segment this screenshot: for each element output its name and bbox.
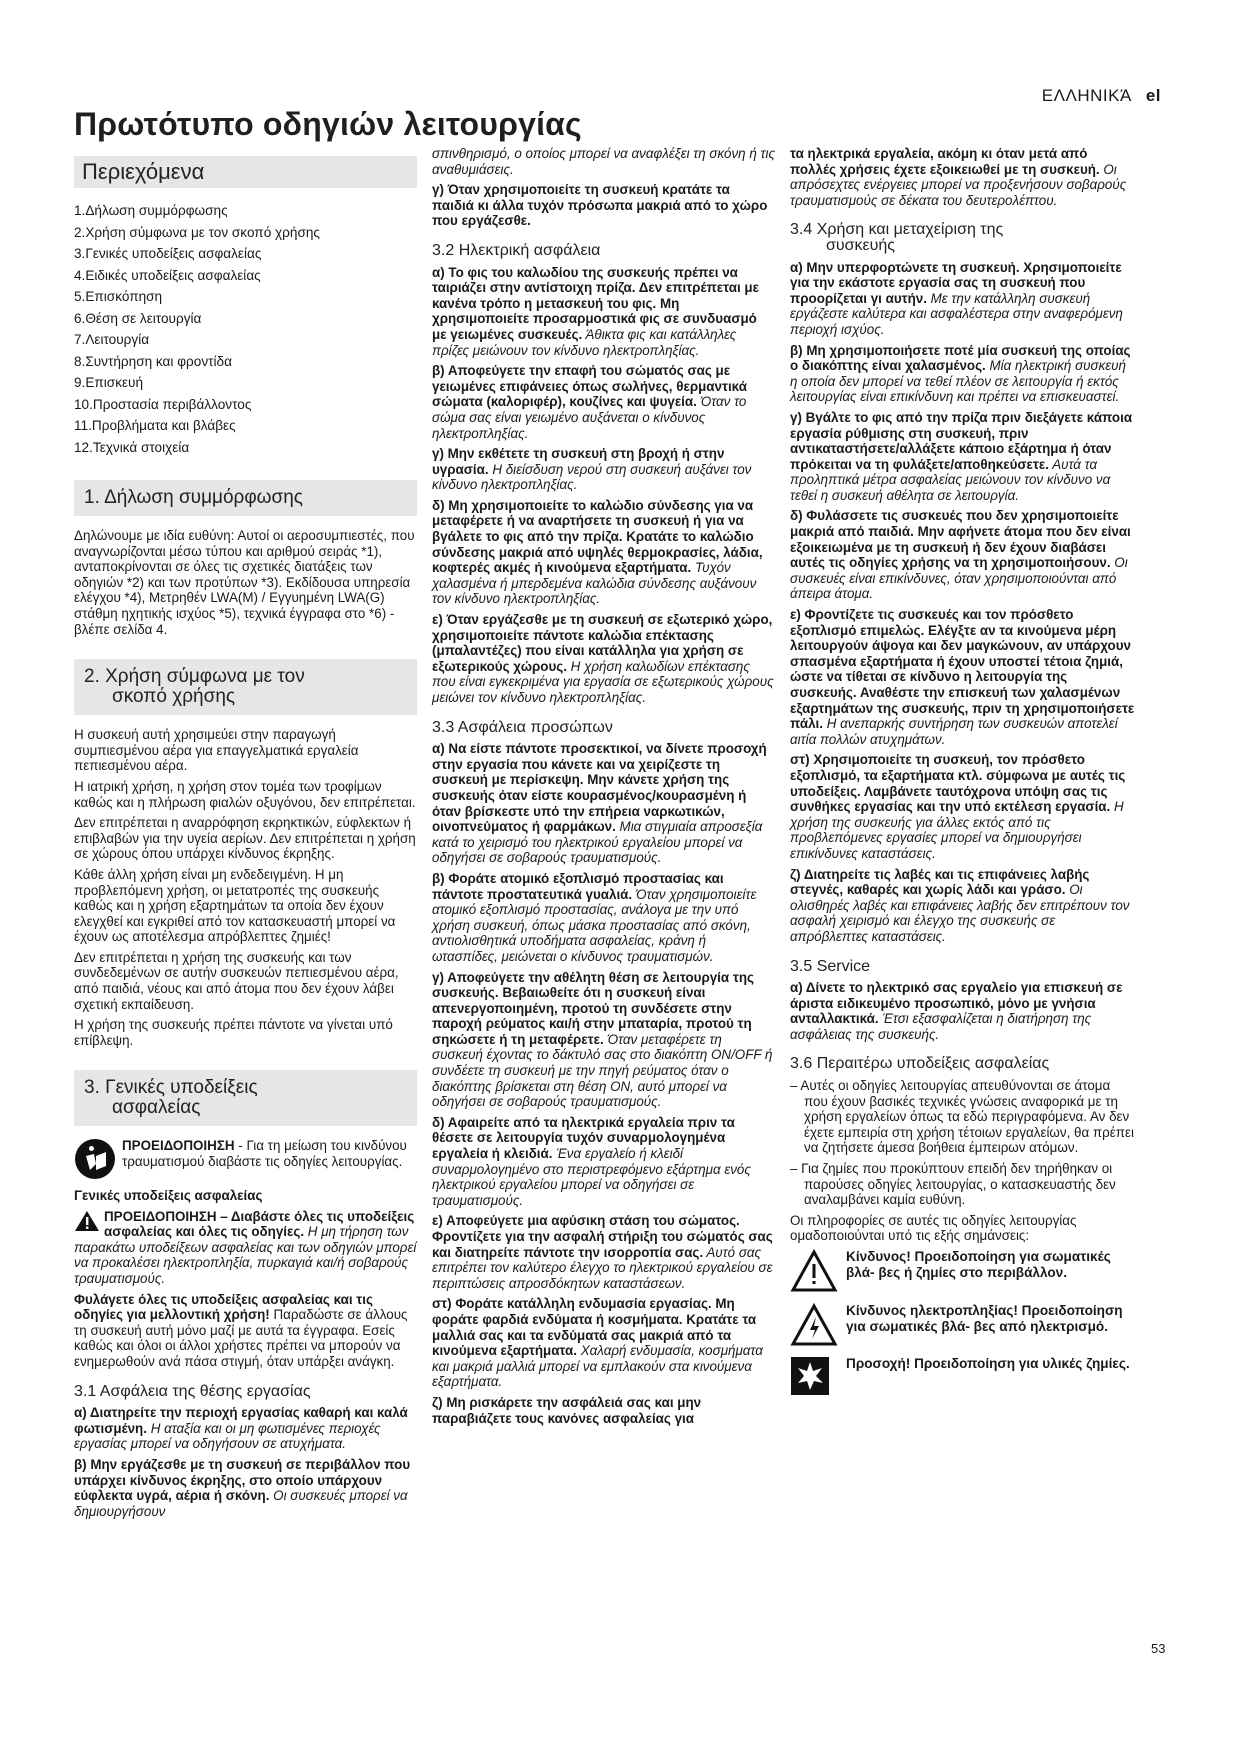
s32-b-bold: β) Αποφεύγετε την επαφή του σώματός σας με γειωμένες επιφάνειες όπως σωλήνες, θερμαντικά σώματα (καλοριφέρ), κουζίνες και ψυγεία. [432, 363, 747, 410]
s34-f [790, 752, 1136, 861]
symbol-electric [790, 1303, 1136, 1351]
s32-e [432, 612, 775, 706]
toc-item: 11.Προβλήματα και βλάβες [74, 418, 236, 433]
s33-g-continued [790, 146, 1136, 208]
s32-a [432, 265, 775, 359]
column-3 [790, 146, 1136, 1406]
s34-a-italic: Με την κατάλληλη συσκευή εργάζεστε καλύτερα και ασφαλέστερα στην αναφερόμενη περιοχή ισχύος. [790, 290, 1123, 337]
keep-instructions-text: Παραδώστε σε άλλους τη συσκευή αυτή μόνο μαζί με αυτά τα έγγραφα. Εσείς καθώς και όλοι οι άλλοι χρήστες πρέπει να μπορούν να ενημερωθούν ανά πάσα στιγμή, όταν υπάρξει ανάγκη. [74, 1307, 408, 1369]
s36-dash-2: – Για ζημίες που προκύπτουν επειδή δεν τηρήθηκαν οι παρούσες οδηγίες λειτουργίας, ο κατασκευαστής δεν αναλαμβάνει καμία ευθύνη. [790, 1161, 1116, 1208]
section-2-heading-line-1: 2. Χρήση σύμφωνα με τον [84, 666, 305, 688]
s33-g-cont-bold: τα ηλεκτρικά εργαλεία, ακόμη κι όταν μετά από πολλές χρήσεις έχετε εξοικειωθεί με τη συσκευή. [790, 146, 1100, 177]
s32-b-italic: Όταν το σώμα σας είναι γειωμένο αυξάνεται ο κίνδυνος ηλεκτροπληξίας. [432, 394, 747, 441]
symbol-caution [790, 1356, 1136, 1400]
toc-item: 7.Λειτουργία [74, 332, 150, 347]
section-3-3-heading: 3.3 Ασφάλεια προσώπων [432, 718, 613, 736]
s33-g-cont-italic: Οι απρόσεχτες ενέργειες μπορεί να προξενήσουν σοβαρούς τραυματισμούς σε δέκατα του δευτερολέπτου. [790, 161, 1127, 208]
s33-d-italic: Ένα εργαλείο ή κλειδί συναρμολογημένο στο περιστρεφόμενο εξάρτημα ενός ηλεκτρικού εργαλείου μπορεί να οδηγήσει σε τραυματισμούς. [432, 1146, 751, 1208]
s32-d-bold: δ) Μη χρησιμοποιείτε το καλώδιο σύνδεσης για να μεταφέρετε ή να αναρτήσετε τη συσκευή ή για να βγάλετε το φις από την πρίζα. Κρατάτε το καλώδιο σύνδεσης μακριά από υψηλές θερμοκρασίες, λάδια, κοφτερές ακμές ή κινούμενα εξαρτήματα. [432, 497, 763, 576]
symbol-danger [790, 1249, 1136, 1297]
s32-e-italic: Η χρήση καλωδίων επέκτασης που είναι εγκεκριμένα για εργασία σε εξωτερικούς χώρους μειώνει τον κίνδυνο ηλεκτροπληξίας. [432, 658, 774, 705]
section-3-1-heading: 3.1 Ασφάλεια της θέσης εργασίας [74, 1382, 311, 1400]
s33-c-bold: γ) Αποφεύγετε την αθέλητη θέση σε λειτουργία της συσκευής. Βεβαιωθείτε ότι η συσκευή είναι απενεργοποιημένη, προτού τη συνδέσετε στην παροχή ρεύματος και/ή στην μπαταρία, προτού τη σηκώσετε ή τη μεταφέρετε. [432, 969, 754, 1047]
keep-instructions [74, 1292, 417, 1370]
section-3-6-heading: 3.6 Περαιτέρω υποδείξεις ασφαλείας [790, 1055, 1050, 1073]
language-name: ΕΛΛΗΝΙΚΆ [1041, 86, 1132, 105]
toc-item: 8.Συντήρηση και φροντίδα [74, 353, 232, 369]
s33-e-bold: ε) Αποφεύγετε μια αφύσικη στάση του σώματος. Φροντίζετε για την ασφαλή στήριξη του σώματός σας και διατηρείτε πάντοτε την ισορροπία σας. [432, 1213, 773, 1260]
s34-f-bold: στ) Χρησιμοποιείτε τη συσκευή, τον πρόσθετο εξοπλισμό, τα εξαρτήματα κτλ. σύμφωνα με αυτές τις υποδείξεις. Λαμβάνετε ταυτόχρονα υπόψη σας τις συνθήκες εργασίας και την υπό εκτέλεση εργασία. [790, 752, 1126, 815]
electric-shock-icon [790, 1303, 846, 1351]
s31-a-bold: α) Διατηρείτε την περιοχή εργασίας καθαρή και καλά φωτισμένη. [74, 1405, 408, 1436]
keep-instructions-bold: Φυλάγετε όλες τις υποδείξεις ασφαλείας και τις οδηγίες για μελλοντική χρήση! [74, 1291, 373, 1323]
s31-c: γ) Όταν χρησιμοποιείτε τη συσκευή κρατάτε τα παιδιά κι άλλα τυχόν πρόσωπα μακριά από το χώρο που εργάζεσθε. [432, 182, 768, 229]
section-3-4-heading [790, 222, 1136, 253]
s32-a-bold: α) Το φις του καλωδίου της συσκευής πρέπει να ταιριάζει στην αντίστοιχη πρίζα. Δεν επιτρέπεται με κανένα τρόπο η μετασκευή του φις. Μη χρησιμοποιείτε προσαρμοστικά φις σε συνδυασμό με γειωμένες συσκευές. [432, 264, 759, 342]
language-label [1042, 86, 1161, 106]
warning-triangle-icon [74, 1210, 100, 1236]
s32-b [432, 363, 775, 441]
read-manual-warning [74, 1138, 417, 1184]
section-2-heading-line-2: σκοπό χρήσης [112, 686, 236, 708]
section-1-heading: 1. Δήλωση συμμόρφωσης [74, 480, 417, 516]
s34-d-bold: δ) Φυλάσσετε τις συσκευές που δεν χρησιμοποιείτε μακριά από παιδιά. Μην αφήνετε άτομα που δεν είναι εξοικειωμένα με τη συσκευή ή δεν έχουν διαβάσει αυτές τις οδηγίες χρήσης να τη χρησιμοποιήσουν. [790, 508, 1131, 571]
section-3-4-heading-line-1: 3.4 Χρήση και μεταχείριση της [790, 221, 1004, 239]
toc-item: 12.Τεχνικά στοιχεία [74, 439, 190, 455]
general-safety-label: Γενικές υποδείξεις ασφαλείας [74, 1188, 263, 1204]
s31-b [74, 1457, 417, 1519]
s34-f-italic: Η χρήση της συσκευής για άλλες εκτός από τις προβλεπόμενες εργασίες μπορεί να δημιουργήσει επικίνδυνες καταστάσεις. [790, 799, 1124, 861]
s33-f [432, 1296, 775, 1390]
s36-dash-1: – Αυτές οι οδηγίες λειτουργίας απευθύνονται σε άτομα που έχουν βασικές τεχνικές γνώσεις αναφορικά με τη χρήση εργαλείων όπως τα εδώ περιγραφόμενα. Αν δεν έχετε εμπειρία στη χρήση τέτοιων εργαλείων, θα πρέπει να ζητήσετε άμεσα βοήθεια έμπειρων ατόμων. [790, 1078, 1134, 1156]
s32-c-italic: Η διείσδυση νερού στη συσκευή αυξάνει τον κίνδυνο ηλεκτροπληξίας. [432, 461, 752, 493]
s34-e [790, 607, 1136, 747]
document-title: Πρωτότυπο οδηγιών λειτουργίας [74, 106, 582, 142]
s33-d [432, 1115, 775, 1209]
s34-g-italic: Οι ολισθηρές λαβές και επιφάνειες λαβής δεν επιτρέπουν τον ασφαλή χειρισμό και έλεγχο της συσκευής σε απρόβλεπτες καταστάσεις. [790, 882, 1130, 944]
section-3-5-heading: 3.5 Service [790, 957, 871, 975]
s33-b-bold: β) Φοράτε ατομικό εξοπλισμό προστασίας και πάντοτε προστατευτικά γυαλιά. [432, 870, 724, 902]
warning-read-all-italic: Η μη τήρηση των παρακάτω υποδείξεων ασφαλείας και των οδηγιών μπορεί να προκαλέσει ηλεκτροπληξία, πυρκαγιά και/ή σοβαρούς τραυματισμούς. [74, 1224, 417, 1286]
s33-g [432, 1395, 775, 1426]
s33-g-bold: ζ) Μη ρισκάρετε την ασφάλειά σας και μην παραβιάζετε τους κανόνες ασφαλείας για [432, 1394, 702, 1426]
toc-item: 1.Δήλωση συμμόρφωσης [74, 203, 228, 218]
section-3-heading [74, 1070, 417, 1126]
s32-a-italic: Άθικτα φις και κατάλληλες πρίζες μειώνουν τον κίνδυνο ηλεκτροπληξίας. [432, 326, 737, 358]
section-3-heading-line-1: 3. Γενικές υποδείξεις [84, 1077, 258, 1099]
s33-d-bold: δ) Αφαιρείτε από τα ηλεκτρικά εργαλεία πριν τα θέσετε σε λειτουργία τυχόν συναρμολογημένα εργαλεία ή κλειδιά. [432, 1114, 735, 1162]
s31-a-italic: Η αταξία και οι μη φωτισμένες περιοχές εργασίας μπορεί να οδηγήσουν σε ατυχήματα. [74, 1420, 381, 1452]
s32-d [432, 498, 775, 607]
toc-item: 4.Ειδικές υποδείξεις ασφαλείας [74, 267, 261, 283]
s33-e-italic: Αυτό σας επιτρέπει τον καλύτερο έλεγχο το ηλεκτρικού εργαλείου σε περιπτώσεις απροσδόκητων καταστάσεων. [432, 1244, 773, 1291]
symbol-danger-text: Κίνδυνος! Προειδοποίηση για σωματικές βλά- βες ή ζημίες στο περιβάλλον. [846, 1249, 1111, 1280]
section-2-p2: Η ιατρική χρήση, η χρήση στον τομέα των τροφίμων καθώς και η πλήρωση φιαλών οξυγόνου, δεν επιτρέπεται. [74, 778, 416, 810]
section-3-2-heading: 3.2 Ηλεκτρική ασφάλεια [432, 241, 601, 259]
s34-g-bold: ζ) Διατηρείτε τις λαβές και τις επιφάνειες λαβής στεγνές, καθαρές και χωρίς λάδι και γράσο. [790, 866, 1090, 898]
section-2-heading [74, 659, 417, 715]
s33-c [432, 970, 775, 1110]
s32-d-italic: Τυχόν χαλασμένα ή μπερδεμένα καλώδια σύνδεσης αυξάνουν τον κίνδυνο ηλεκτροπληξίας. [432, 560, 757, 607]
s33-f-bold: στ) Φοράτε κατάλληλη ενδυμασία εργασίας. Μη φοράτε φαρδιά ενδύματα ή κοσμήματα. Κρατάτε τα μαλλιά σας και τα ενδύματά σας μακριά από τα κινούμενα εξαρτήματα. [432, 1296, 757, 1359]
danger-triangle-icon [790, 1249, 846, 1297]
s31-b-continued: σπινθηρισμό, ο οποίος μπορεί να αναφλέξει τη σκόνη ή τις αναθυμιάσεις. [432, 146, 775, 177]
toc-item: 5.Επισκόπηση [74, 289, 163, 304]
warning-text: - Για τη μείωση του κινδύνου τραυματισμού διαβάστε τις οδηγίες λειτουργίας. [122, 1138, 407, 1170]
toc-item: 6.Θέση σε λειτουργία [74, 310, 202, 326]
s35-a [790, 980, 1136, 1042]
s32-c-bold: γ) Μην εκθέτετε τη συσκευή στη βροχή ή στην υγρασία. [432, 446, 725, 477]
warning-read-all-bold: ΠΡΟΕΙΔΟΠΟΙΗΣΗ – Διαβάστε όλες τις υποδείξεις ασφαλείας και όλες τις οδηγίες. [104, 1208, 415, 1240]
section-3-heading-line-2: ασφαλείας [112, 1097, 201, 1119]
s34-a [790, 260, 1136, 338]
s34-c-bold: γ) Βγάλτε το φις από την πρίζα πριν διεξάγετε κάποια εργασία ρύθμισης στη συσκευή, πριν αντικαταστήσετε/αλλάξετε κάποιο εξάρτημα ή όταν πρόκειται να τη φυλάξετε/αποθηκεύσετε. [790, 409, 1133, 472]
page-number: 53 [1151, 1641, 1166, 1656]
warning-label: ΠΡΟΕΙΔΟΠΟΙΗΣΗ [122, 1138, 235, 1154]
s33-e [432, 1213, 775, 1291]
section-2-p1: Η συσκευή αυτή χρησιμεύει στην παραγωγή συμπιεσμένου αέρα για επαγγελματικά εργαλεία πεπιεσμένου αέρα. [74, 727, 359, 774]
symbol-electric-text: Κίνδυνος ηλεκτροπληξίας! Προειδοποίηση για σωματικές βλά- βες από ηλεκτρισμό. [846, 1302, 1123, 1334]
s31-b-italic: Οι συσκευές μπορεί να δημιουργήσουν [74, 1488, 408, 1519]
s34-b [790, 343, 1136, 405]
s33-a [432, 741, 775, 866]
s35-a-bold: α) Δίνετε το ηλεκτρικό σας εργαλείο για επισκευή σε άριστα ειδικευμένο προσωπικό, μόνο με γνήσια ανταλλακτικά. [790, 980, 1123, 1027]
section-1-text: Δηλώνουμε με ιδία ευθύνη: Αυτοί οι αεροσυμπιεστές, που αναγνωρίζονται μέσω τύπου και αριθμού σειράς *1), ανταποκρίνονται σε όλες τις σχετικές διατάξεις των οδηγιών *2) και των προτύπων *3). Εκδίδουσα υπηρεσία ελέγχου *4), Μετρηθέν LWA(M) / Εγγυημένη LWA(G) στάθμη ηχητικής ισχύος *5), τεχνικά έγγραφα στο *6) - βλέπε σελίδα 4. [74, 528, 415, 637]
section-2-p6: Η χρήση της συσκευής πρέπει πάντοτε να γίνεται υπό επίβλεψη. [74, 1017, 393, 1048]
toc-item: 3.Γενικές υποδείξεις ασφαλείας [74, 246, 262, 261]
section-2-p3: Δεν επιτρέπεται η αναρρόφηση εκρηκτικών, εύφλεκτων ή επιβλαβών για την υγεία αερίων. Δεν επιτρέπεται η χρήση σε χώρους όπου υπάρχει κίνδυνος έκρηξης. [74, 815, 416, 862]
s34-c [790, 410, 1136, 504]
material-damage-icon [790, 1356, 846, 1400]
s33-b-italic: Όταν χρησιμοποιείτε ατομικό εξοπλισμό προστασίας, ανάλογα με την υπό χρήση συσκευή, όπως μάσκα προστασίας από σκόνη, αντιολισθητικά υποδήματα ασφαλείας, κράνη ή ωτασπίδες, μειώνεται ο κίνδυνος τραυματισμών. [432, 886, 757, 964]
symbol-caution-text: Προσοχή! Προειδοποίηση για υλικές ζημίες. [846, 1356, 1130, 1372]
s33-f-italic: Χαλαρή ενδυμασία, κοσμήματα και μακριά μαλλιά μπορεί να εμπλακούν στα κινούμενα εξαρτήματα. [432, 1343, 763, 1390]
toc-item: 2.Χρήση σύμφωνα με τον σκοπό χρήσης [74, 224, 320, 240]
s34-g [790, 867, 1136, 945]
s34-e-italic: Η ανεπαρκής συντήρηση των συσκευών αποτελεί αιτία πολλών ατυχημάτων. [790, 716, 1118, 747]
read-manual-icon [74, 1138, 116, 1184]
s34-e-bold: ε) Φροντίζετε τις συσκευές και τον πρόσθετο εξοπλισμό επιμελώς. Ελέγξτε αν τα κινούμενα μέρη λειτουργούν άψογα και δεν μαγκώνουν, αν υπάρχουν σπασμένα εξαρτήματα ή έχουν υποστεί τέτοια ζημιά, ώστε να τίθεται σε κίνδυνο η λειτουργία της συσκευής. Αναθέστε την επισκευή των χαλασμένων εξαρτημάτων της συσκευής, πριν τη χρησιμοποιήσετε πάλι. [790, 607, 1135, 732]
s34-d-italic: Οι συσκευές είναι επικίνδυνες, όταν χρησιμοποιούνται από άπειρα άτομα. [790, 555, 1128, 602]
s33-a-bold: α) Να είστε πάντοτε προσεκτικοί, να δίνετε προσοχή στην εργασία που κάνετε και να χειρίζεστε τη συσκευή με περίσκεψη. Μην κάνετε χρήση της συσκευής όταν είστε κουρασμένος/κουρασμένη ή όταν βρίσκεστε υπό την επήρεια ναρκωτικών, οινοπνεύματος ή φαρμάκων. [432, 741, 767, 835]
s33-b [432, 871, 775, 965]
section-2-p5: Δεν επιτρέπεται η χρήση της συσκευής και των συνδεδεμένων σε αυτήν συσκευών πεπιεσμένου αέρα, από παιδιά, νέους και από άτομα που δεν έχουν λάβει σχετική εκπαίδευση. [74, 949, 399, 1012]
column-1 [74, 146, 417, 1524]
s33-c-italic: Όταν μεταφέρετε τη συσκευή έχοντας το δάκτυλό σας στο διακόπτη ON/OFF ή συνδέετε τη συσκευή με την πηγή ρεύματος όταν ο διακόπτης βρίσκεται στη θέση ON, αυτό μπορεί να οδηγήσει σε σοβαρούς τραυματισμούς. [432, 1031, 773, 1110]
toc-item: 10.Προστασία περιβάλλοντος [74, 396, 252, 412]
s34-b-bold: β) Μη χρησιμοποιήσετε ποτέ μία συσκευή της οποίας ο διακόπτης είναι χαλασμένος. [790, 342, 1131, 374]
s35-a-italic: Έτσι εξασφαλίζεται η διατήρηση της ασφάλειας της συσκευής. [790, 1011, 1092, 1042]
section-2-p4: Κάθε άλλη χρήση είναι μη ενδεδειγμένη. Η μη προβλεπόμενη χρήση, οι μετατροπές της συσκευής καθώς και η χρήση εξαρτημάτων τα οποία δεν έχουν ελεγχθεί και εγκριθεί από τον κατασκευαστή μπορεί να έχουν ως αποτέλεσμα απρόβλεπτες ζημιές! [74, 866, 396, 945]
warning-read-all [74, 1209, 417, 1287]
s32-e-bold: ε) Όταν εργάζεσθε με τη συσκευή σε εξωτερικό χώρο, χρησιμοποιείτε πάντοτε καλώδια επέκτασης (μπαλαντέζες) που είναι κατάλληλα για χρήση σε εξωτερικούς χώρους. [432, 612, 773, 674]
s34-b-italic: Μία ηλεκτρική συσκευή η οποία δεν μπορεί να τεθεί πλέον σε λειτουργία ή εκτός λειτουργίας είναι επικίνδυνη και πρέπει να επισκευαστεί. [790, 358, 1126, 405]
s34-c-italic: Αυτά τα προληπτικά μέτρα ασφαλείας μειώνουν τον κίνδυνο να τεθεί η συσκευή αθέλητα σε λειτουργία. [790, 456, 1111, 503]
s33-a-italic: Μια στιγμιαία απροσεξία κατά το χειρισμό του ηλεκτρικού εργαλείου μπορεί να οδηγήσει σε σοβαρούς τραυματισμούς. [432, 819, 763, 866]
column-2 [432, 146, 775, 1431]
toc-heading: Περιεχόμενα [74, 156, 417, 188]
s34-a-bold: α) Μην υπερφορτώνετε τη συσκευή. Χρησιμοποιείτε για την εκάστοτε εργασία σας τη συσκευή που προορίζεται γι αυτήν. [790, 259, 1122, 306]
s31-a [74, 1405, 417, 1452]
s32-c [432, 446, 775, 493]
s34-d [790, 508, 1136, 602]
section-3-4-heading-line-2: συσκευής [826, 236, 895, 254]
language-code: el [1145, 86, 1161, 105]
toc-item: 9.Επισκευή [74, 375, 144, 390]
s31-b-bold: β) Μην εργάζεσθε με τη συσκευή σε περιβάλλον που υπάρχει κίνδυνος έκρηξης, στο οποίο υπάρχουν εύφλεκτα υγρά, αέρια ή σκόνη. [74, 1456, 411, 1504]
s36-text: Οι πληροφορίες σε αυτές τις οδηγίες λειτουργίας ομαδοποιούνται υπό τις εξής σημάνσεις: [790, 1212, 1077, 1244]
table-of-contents [74, 200, 417, 458]
